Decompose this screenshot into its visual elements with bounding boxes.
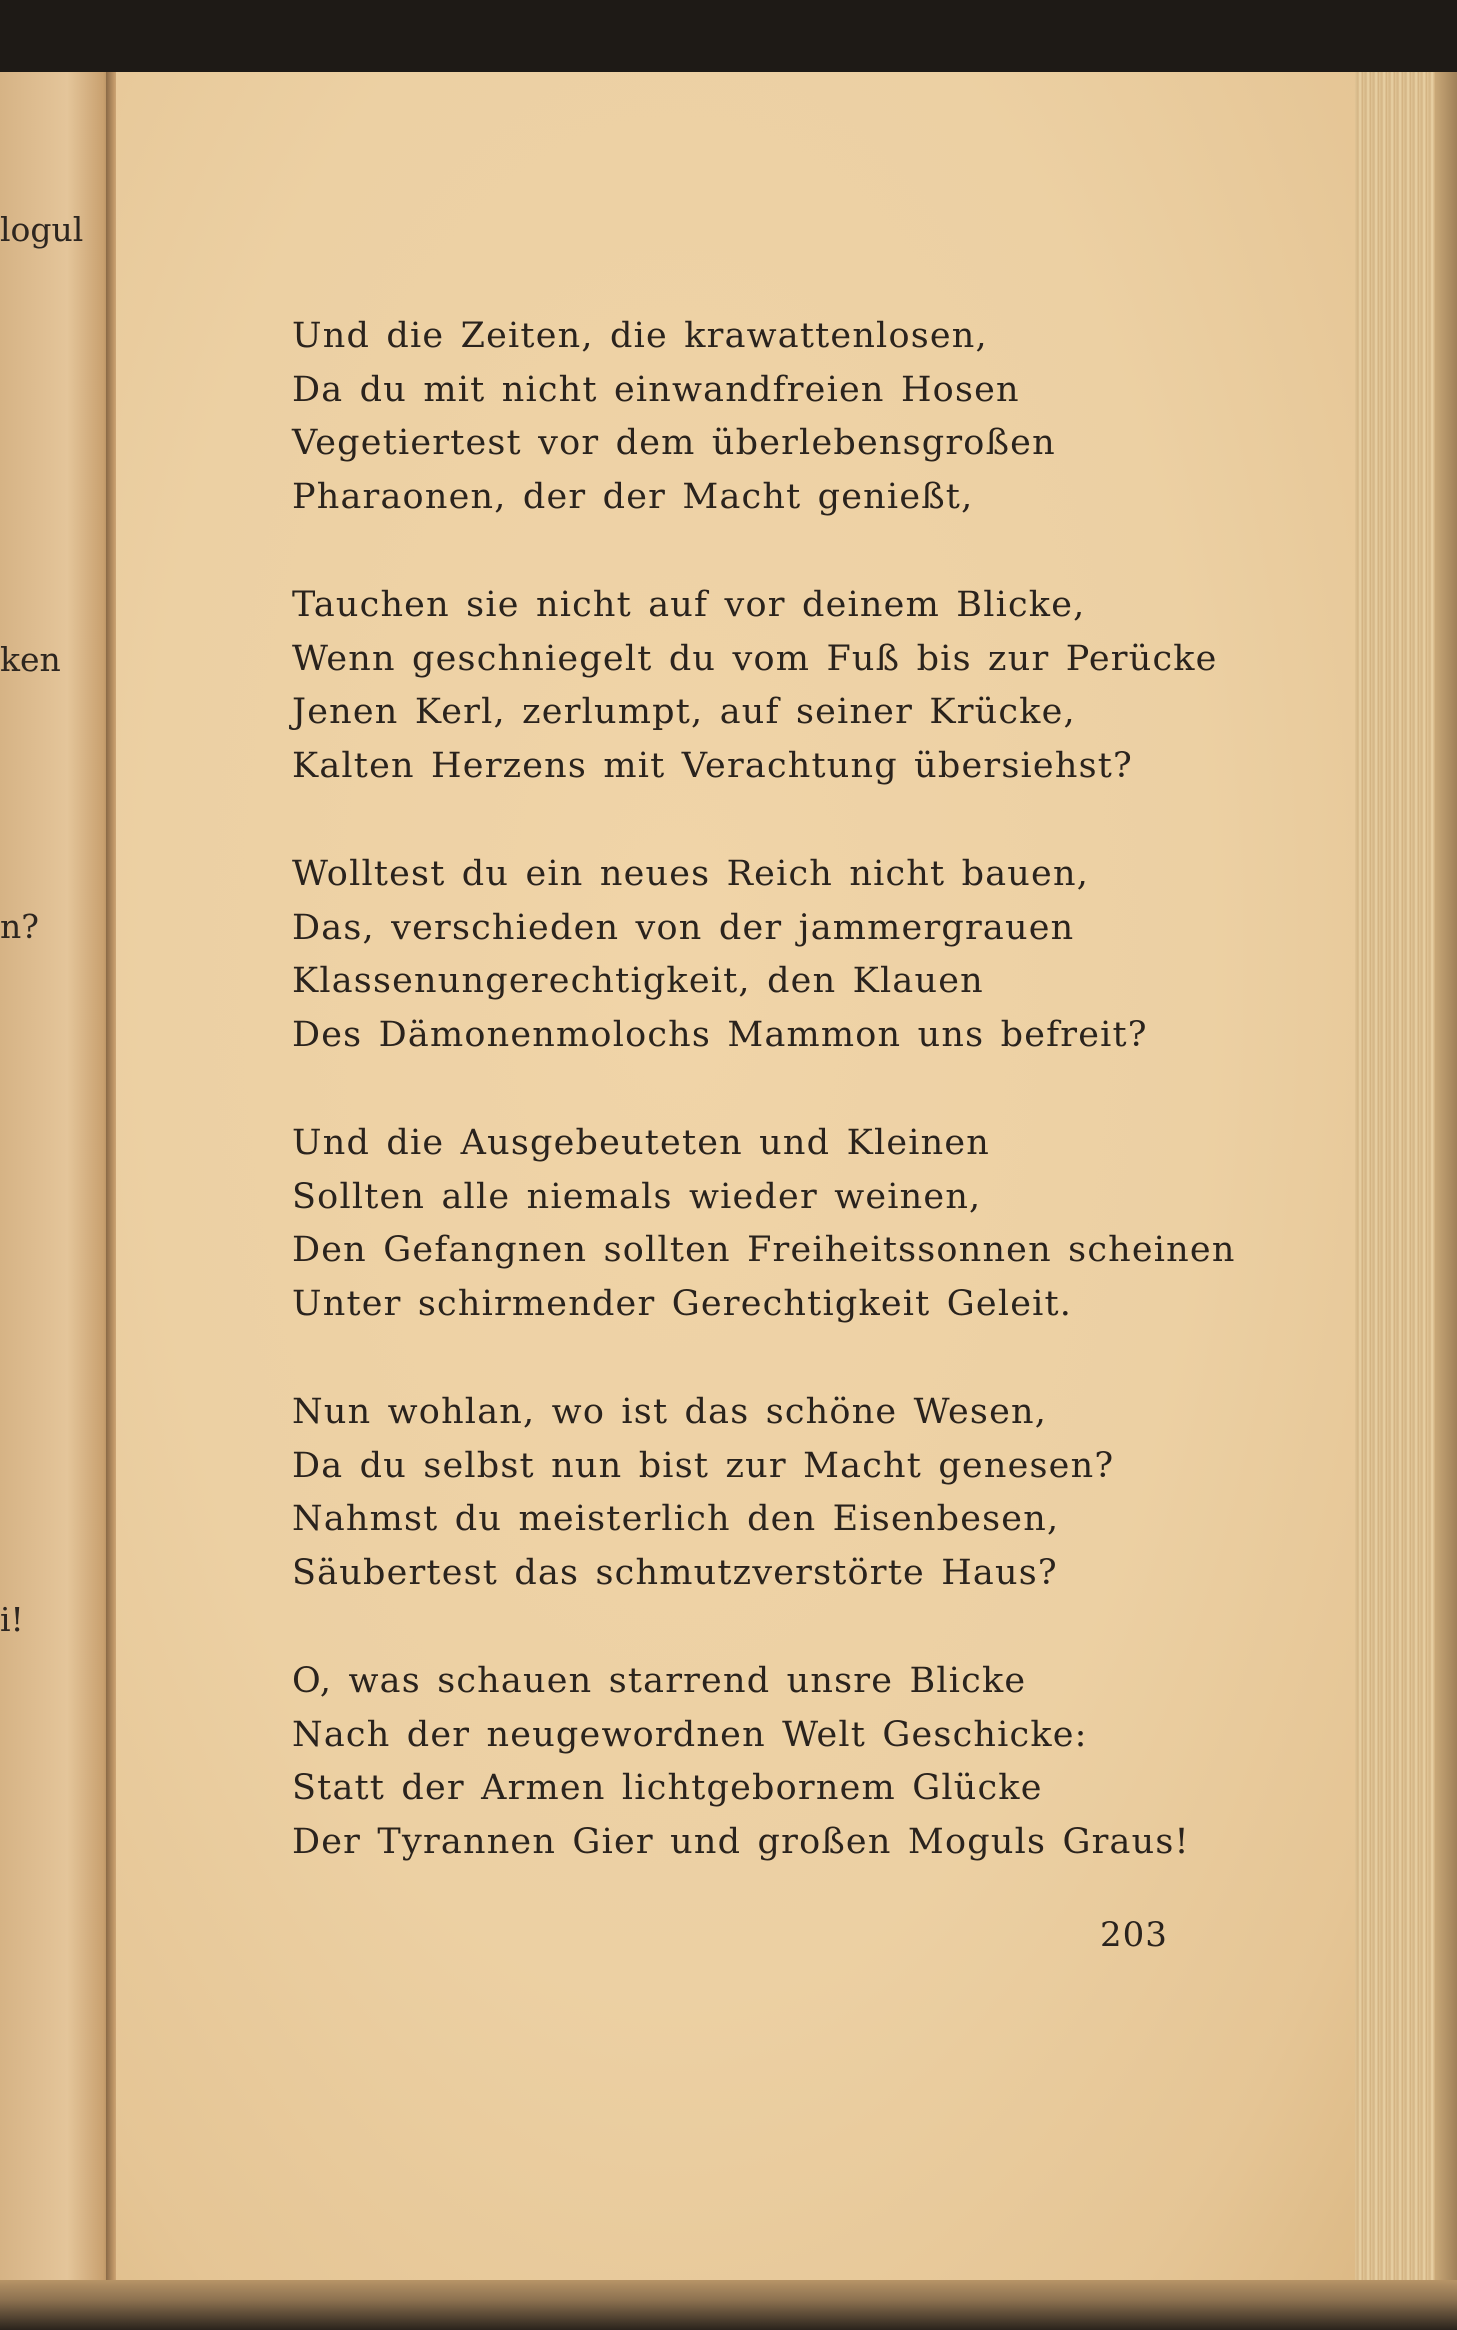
poem-line: Des Dämonenmolochs Mammon uns befreit? [292,1014,1148,1055]
poem-line: Und die Zeiten, die krawattenlosen, [292,316,988,356]
poem-line: Unter schirmender Gerechtigkeit Geleit. [292,1283,1073,1324]
left-page-fragment: ken [0,640,61,679]
poem-line: Der Tyrannen Gier und großen Moguls Graus! [292,1821,1190,1862]
left-page-fragment: logul [0,210,84,249]
stanza [292,579,1292,793]
poem-line: Nun wohlan, wo ist das schöne Wesen, [292,1392,1048,1432]
poem-line: Und die Ausgebeuteten und Kleinen [292,1123,991,1163]
poem-line: Tauchen sie nicht auf vor deinem Blicke, [292,585,1086,625]
poem-line: Kalten Herzens mit Verachtung übersiehst? [292,745,1133,786]
poem-line: Pharaonen, der der Macht genießt, [292,476,974,517]
left-page [0,72,112,2292]
poem-line: Sollten alle niemals wieder weinen, [292,1176,982,1217]
poem-line: Jenen Kerl, zerlumpt, auf seiner Krücke, [292,692,1076,732]
stanza [292,848,1292,1062]
page-edges [1355,72,1457,2294]
stanza [292,1655,1292,1869]
poem-line: O, was schauen starrend unsre Blicke [292,1661,1027,1701]
poem-line: Da du mit nicht einwandfreien Hosen [292,369,1020,410]
poem-line: Das, verschieden von der jammergrauen [292,907,1075,948]
poem-text [292,310,1292,1924]
poem-line: Vegetiertest vor dem überlebensgroßen [292,423,1056,463]
poem-line: Da du selbst nun bist zur Macht genesen? [292,1445,1115,1486]
poem-line: Säubertest das schmutzverstörte Haus? [292,1552,1058,1593]
left-page-fragment: i! [0,1600,24,1639]
left-page-fragment: n? [0,907,39,946]
poem-line: Wenn geschniegelt du vom Fuß bis zur Perücke [292,638,1218,679]
poem-line: Wolltest du ein neues Reich nicht bauen, [292,854,1090,894]
poem-line: Statt der Armen lichtgebornem Glücke [292,1768,1043,1808]
scan-background [0,0,1457,72]
stanza [292,1386,1292,1600]
poem-line: Nach der neugewordnen Welt Geschicke: [292,1714,1088,1755]
poem-line: Nahmst du meisterlich den Eisenbesen, [292,1499,1060,1539]
poem-line: Klassenungerechtigkeit, den Klauen [292,961,984,1001]
book-bottom-edge [0,2280,1457,2330]
poem-line: Den Gefangnen sollten Freiheitssonnen scheinen [292,1230,1236,1270]
page-number: 203 [1100,1915,1168,1955]
stanza [292,1117,1292,1331]
stanza [292,310,1292,524]
